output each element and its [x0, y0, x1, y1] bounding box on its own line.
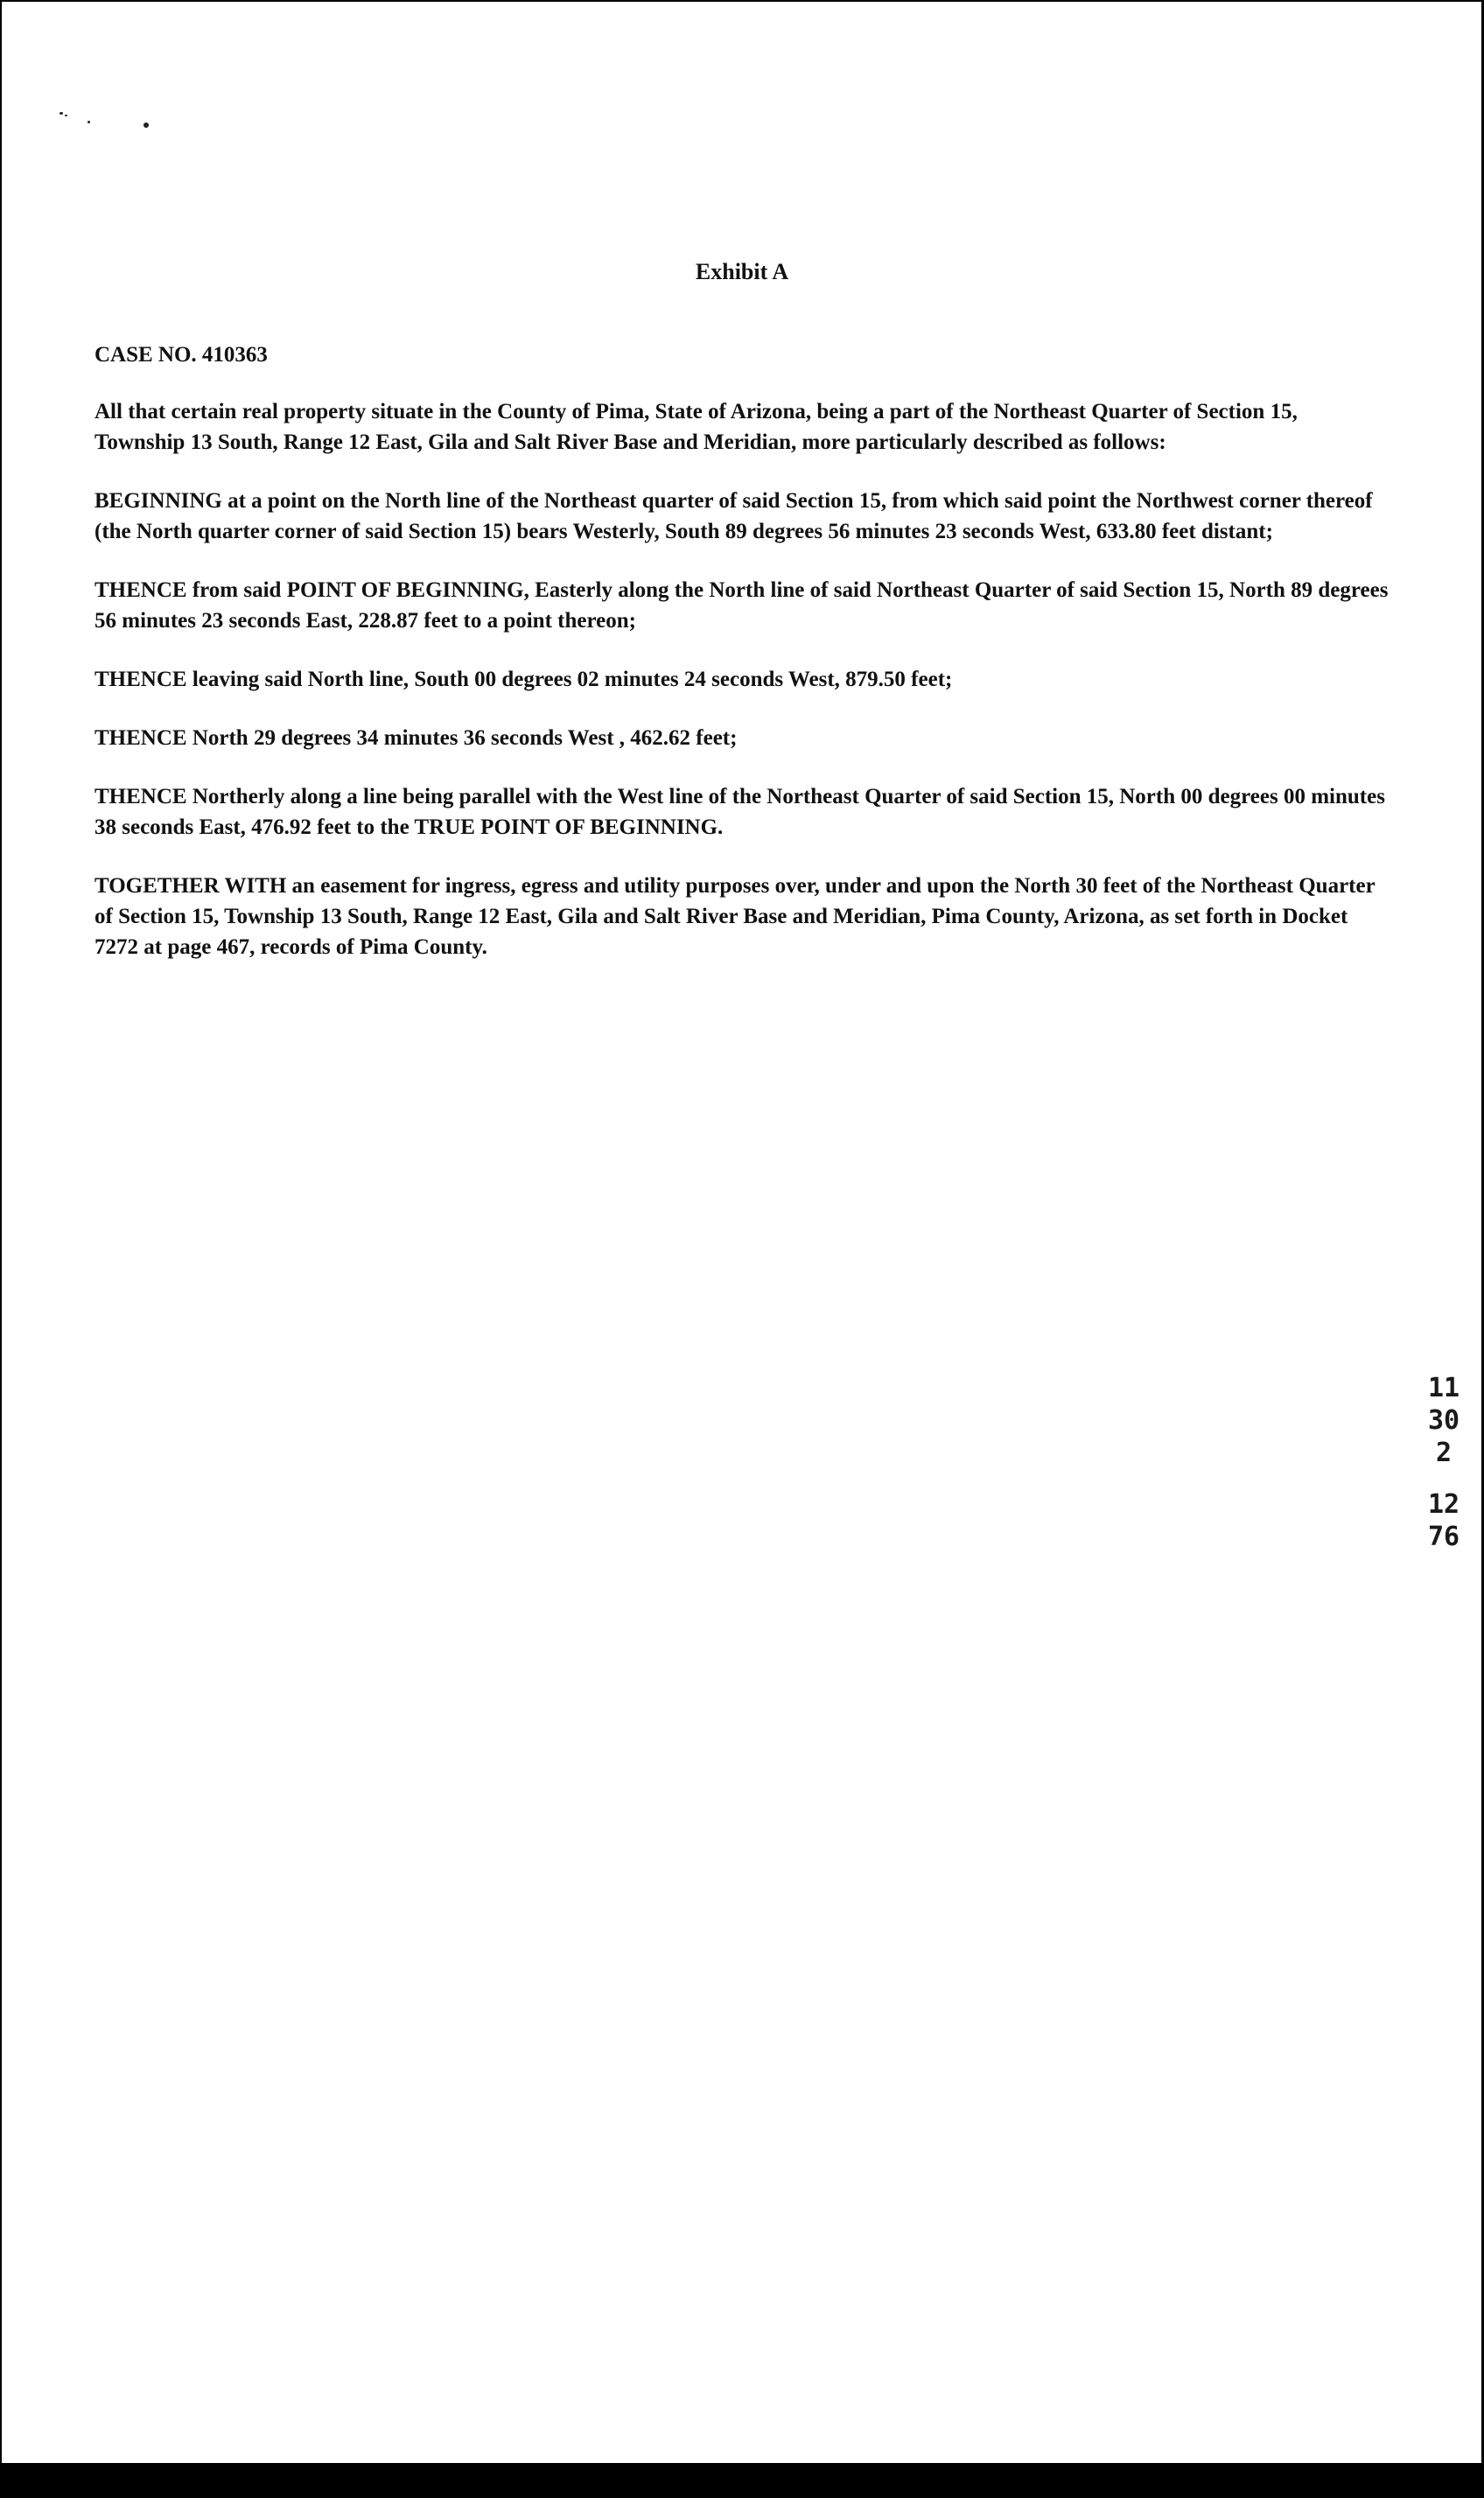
paragraph-property-description: All that certain real property situate in the County of Pima, State of Arizona, being a part of the Northeast Quarter of Section 15, Township 13 South, Range 12 East, Gila and Salt River Base and Meridian, more particularly described as follows:	[94, 400, 1298, 454]
paragraph-thence-north-west: THENCE North 29 degrees 34 minutes 36 seconds West , 462.62 feet;	[94, 726, 738, 750]
stamp-docket-number: 11302	[1427, 1373, 1460, 1468]
scan-specks	[52, 103, 158, 129]
scan-border-left	[0, 0, 2, 2498]
case-number: CASE NO. 410363	[94, 343, 268, 367]
paragraph-thence-northerly: THENCE Northerly along a line being parallel with the West line of the Northeast Quarter of said Section 15, North 00 degrees 00 minutes 38 seconds East, 476.92 feet to the TRUE POINT OF BEGINNING.	[94, 785, 1385, 839]
paragraph-easement: TOGETHER WITH an easement for ingress, egress and utility purposes over, under and upon the North 30 feet of the Northeast Quarter of Section 15, Township 13 South, Range 12 East, Gila and Salt River Base and Meridian, Pima County, Arizona, as set forth in Docket 7272 at page 467, records of Pima County.	[94, 874, 1376, 959]
scan-border-top	[0, 0, 1484, 2]
paragraph-thence-south: THENCE leaving said North line, South 00 degrees 02 minutes 24 seconds West, 879.50 feet;	[94, 668, 953, 691]
legal-description	[94, 339, 1390, 990]
stamp-page-number: 1276	[1427, 1489, 1460, 1552]
paragraph-beginning: BEGINNING at a point on the North line of the Northeast quarter of said Section 15, from which said point the Northwest corner thereof (the North quarter corner of said Section 15) bears Westerly, South 89 degrees 56 minutes 23 seconds West, 633.80 feet distant;	[94, 489, 1373, 543]
recording-stamp	[1426, 1372, 1461, 1553]
scan-border-bottom	[0, 2463, 1484, 2498]
paragraph-thence-easterly: THENCE from said POINT OF BEGINNING, Easterly along the North line of said Northeast Quarter of said Section 15, North 89 degrees 56 minutes 23 seconds East, 228.87 feet to a point thereon;	[94, 578, 1389, 633]
exhibit-title: Exhibit A	[695, 259, 789, 284]
